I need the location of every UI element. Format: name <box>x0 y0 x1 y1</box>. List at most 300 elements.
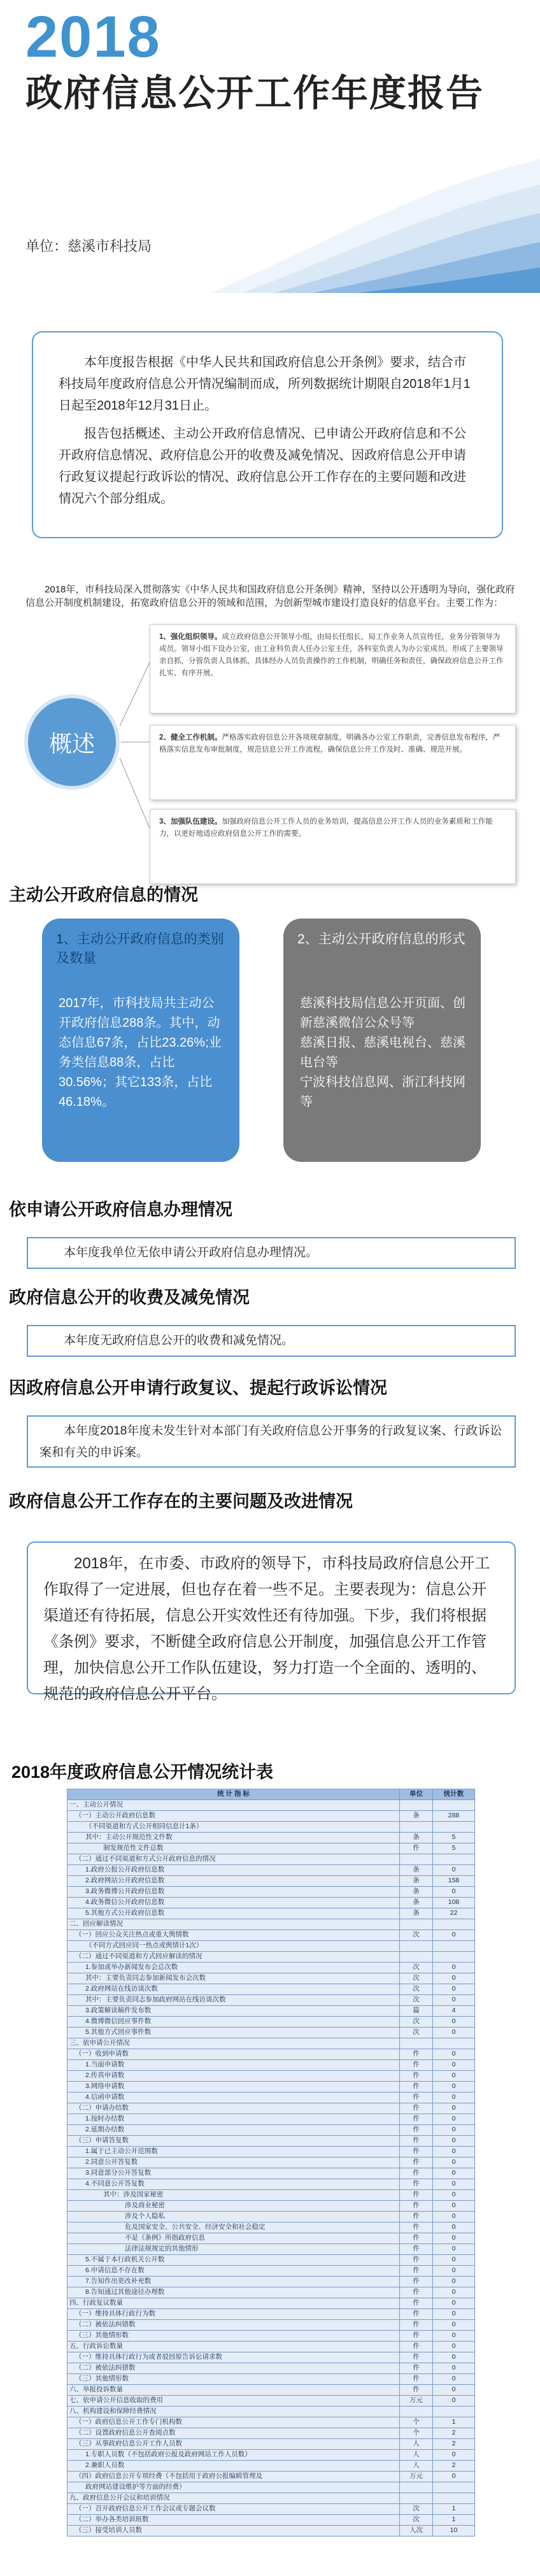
row-indicator: 8.告知通过其他途径办理数 <box>68 2287 400 2298</box>
table-row <box>68 2212 475 2222</box>
row-value: 0 <box>433 2342 475 2352</box>
overview-item-1-title: 1、强化组织领导。 <box>159 633 222 641</box>
section-review-heading: 因政府信息公开申请行政复议、提起行政诉讼情况 <box>9 1378 387 1398</box>
row-indicator: 5.不属于本行政机关公开数 <box>68 2255 400 2266</box>
fee-statement: 本年度无政府信息公开的收费和减免情况。 <box>27 1325 516 1357</box>
table-row <box>68 2298 475 2309</box>
section-apply-heading: 依申请公开政府信息办理情况 <box>9 1200 232 1219</box>
table-row <box>68 2331 475 2342</box>
row-value: 0 <box>433 2277 475 2287</box>
table-row <box>68 1941 475 1952</box>
stats-table-header <box>68 1789 475 1800</box>
row-indicator: 其中：主要负责同志参加政府网站在线访谈次数 <box>68 1995 400 2006</box>
table-row <box>68 2428 475 2439</box>
table-row <box>68 2363 475 2374</box>
row-value: 0 <box>433 2190 475 2201</box>
row-value: 0 <box>433 2179 475 2190</box>
section-problem-heading: 政府信息公开工作存在的主要问题及改进情况 <box>9 1492 353 1511</box>
table-row <box>68 2168 475 2179</box>
row-value: 0 <box>433 2103 475 2114</box>
row-unit: 件 <box>400 2244 433 2255</box>
active-card-categories-title: 1、主动公开政府信息的类别及数量 <box>56 932 224 966</box>
row-indicator: 其中：涉及国家秘密 <box>68 2190 400 2201</box>
table-row <box>68 2071 475 2082</box>
row-unit: 件 <box>400 2190 433 2201</box>
row-indicator: 危及国家安全、公共安全、经济安全和社会稳定 <box>68 2222 400 2233</box>
row-unit: 条 <box>400 1865 433 1876</box>
row-value: 0 <box>433 2093 475 2103</box>
row-indicator: 1.按时办结数 <box>68 2114 400 2125</box>
row-value: 0 <box>433 2396 475 2407</box>
overview-item-2-text: 严格落实政府信息公开各项规章制度，明确各办公室工作职责，完善信息发布程序，严格落实信息发布审批制度，规范信息公开工作流程，确保信息公开工作及时、准确、规范开展。 <box>159 734 501 754</box>
row-value: 0 <box>433 2049 475 2060</box>
row-unit: 件 <box>400 1843 433 1854</box>
row-unit: 件 <box>400 2093 433 2103</box>
table-row <box>68 2006 475 2017</box>
row-unit <box>400 1800 433 1811</box>
table-row <box>68 1865 475 1876</box>
row-indicator: 2.政府网站公开政府信息数 <box>68 1876 400 1887</box>
row-unit: 条 <box>400 1908 433 1919</box>
table-row <box>68 2157 475 2168</box>
row-unit <box>400 2038 433 2049</box>
row-unit: 次 <box>400 2504 433 2515</box>
row-indicator: （三）其他情形数 <box>68 2374 400 2385</box>
row-unit: 个 <box>400 2428 433 2439</box>
active-card-categories-text: 2017年，市科技局共主动公开政府信息288条。其中，动态信息67条，占比23.26%;业务类信息88条，占比30.56%；其它133条，占比46.18%。 <box>59 996 222 1109</box>
row-indicator: 1.属于已主动公开范围数 <box>68 2147 400 2157</box>
row-value: 1 <box>433 2504 475 2515</box>
row-value: 0 <box>433 2298 475 2309</box>
row-indicator: 5.其他方式公开政府信息数 <box>68 1908 400 1919</box>
row-unit: 件 <box>400 2385 433 2396</box>
row-indicator: 三、依申请公开情况 <box>68 2038 400 2049</box>
row-unit: 件 <box>400 2374 433 2385</box>
row-unit: 万元 <box>400 2472 433 2482</box>
row-unit: 件 <box>400 2136 433 2147</box>
row-indicator: 4.信函申请数 <box>68 2093 400 2103</box>
row-indicator: （二）申请办结数 <box>68 2103 400 2114</box>
overview-item-3 <box>150 809 516 884</box>
table-row <box>68 2136 475 2147</box>
row-value <box>433 1941 475 1952</box>
row-indicator: 2.兼职人员数 <box>68 2461 400 2472</box>
table-row <box>68 2385 475 2396</box>
row-indicator: 3.政策解读稿件发布数 <box>68 2006 400 2017</box>
row-value: 0 <box>433 2157 475 2168</box>
row-indicator: （四）政府信息公开专项经费（不包括用于政府公报编辑管理及 <box>68 2472 400 2482</box>
row-value <box>433 2482 475 2493</box>
row-value: 0 <box>433 2017 475 2028</box>
row-indicator: 制发规范性文件总数 <box>68 1843 400 1854</box>
row-value: 0 <box>433 2352 475 2363</box>
row-indicator: （一）召开政府信息公开工作会议或专题会议数 <box>68 2504 400 2515</box>
overview-item-2-title: 2、健全工作机制。 <box>159 734 222 741</box>
row-value <box>433 1952 475 1963</box>
row-value: 5 <box>433 1843 475 1854</box>
row-indicator: （一）主动公开政府信息数 <box>68 1811 400 1822</box>
row-value <box>433 1822 475 1833</box>
table-row <box>68 2493 475 2504</box>
header-count: 统计数 <box>433 1789 475 1800</box>
row-value <box>433 2038 475 2049</box>
row-indicator: （一）政府信息公开工作专门机构数 <box>68 2417 400 2428</box>
row-indicator: 1.当面申请数 <box>68 2060 400 2071</box>
overview-lead: 2018年，市科技局深入贯彻落实《中华人民共和国政府信息公开条例》精神，坚持以公开透明为导向，强化政府信息公开制度机制建设，拓宽政府信息公开的领域和范围，为创新型城市建设打造良好的信息平台。主要工作为： <box>25 584 515 608</box>
table-row <box>68 1930 475 1941</box>
active-card-forms-line-1: 慈溪科技局信息公开页面、创新慈溪微信公众号等 <box>300 996 465 1030</box>
row-indicator: 五、行政诉讼数量 <box>68 2342 400 2352</box>
row-indicator: 其中：主要负责同志参加新闻发布会次数 <box>68 1973 400 1984</box>
row-unit <box>400 2482 433 2493</box>
row-value <box>433 1854 475 1865</box>
row-unit: 件 <box>400 2103 433 2114</box>
overview-item-2 <box>150 725 516 800</box>
report-unit: 单位：慈溪市科技局 <box>25 238 152 254</box>
row-indicator: （一）维持具体行政行为数 <box>68 2309 400 2320</box>
active-card-forms <box>283 919 481 1162</box>
row-indicator: （二）举办各类培训班数 <box>68 2515 400 2526</box>
row-unit: 件 <box>400 2114 433 2125</box>
table-row <box>68 2309 475 2320</box>
table-row <box>68 2093 475 2103</box>
row-value: 0 <box>433 2222 475 2233</box>
row-indicator: （一）维持具体行政行为或者驳回原告诉讼请求数 <box>68 2352 400 2363</box>
row-unit: 件 <box>400 2352 433 2363</box>
table-row <box>68 2450 475 2461</box>
row-indicator: 九、政府信息公开会议和培训情况 <box>68 2493 400 2504</box>
row-unit <box>400 1919 433 1930</box>
row-indicator: 二、回应解读情况 <box>68 1919 400 1930</box>
overview-item-1 <box>150 624 516 713</box>
row-unit: 件 <box>400 2363 433 2374</box>
row-unit: 人次 <box>400 2526 433 2537</box>
table-row <box>68 2125 475 2136</box>
table-row <box>68 2407 475 2417</box>
row-value: 0 <box>433 2309 475 2320</box>
row-value: 0 <box>433 2114 475 2125</box>
row-value: 0 <box>433 2255 475 2266</box>
row-unit: 次 <box>400 2515 433 2526</box>
row-indicator: 涉及个人隐私 <box>68 2212 400 2222</box>
row-value <box>433 1800 475 1811</box>
row-indicator: 涉及商业秘密 <box>68 2201 400 2212</box>
row-indicator: 1.专职人员数（不包括政府公报及政府网站工作人员数） <box>68 2450 400 2461</box>
row-value: 2 <box>433 2439 475 2450</box>
table-row <box>68 2515 475 2526</box>
row-unit: 件 <box>400 2212 433 2222</box>
active-card-categories-body <box>59 994 225 1112</box>
row-value: 2 <box>433 2461 475 2472</box>
row-indicator: 2.传真申请数 <box>68 2071 400 2082</box>
row-unit: 人 <box>400 2439 433 2450</box>
report-year: 2018 <box>25 4 161 69</box>
table-row <box>68 2017 475 2028</box>
row-value: 0 <box>433 2147 475 2157</box>
table-row <box>68 1908 475 1919</box>
row-value: 0 <box>433 2136 475 2147</box>
active-card-categories <box>42 919 239 1162</box>
table-row <box>68 2114 475 2125</box>
row-unit: 件 <box>400 2255 433 2266</box>
table-row <box>68 2082 475 2093</box>
row-indicator: 不是《条例》所指政府信息 <box>68 2233 400 2244</box>
section-fee-heading: 政府信息公开的收费及减免情况 <box>9 1288 250 1307</box>
table-row <box>68 1800 475 1811</box>
problem-statement: 2018年，在市委、市政府的领导下，市科技局政府信息公开工作取得了一定进展，但也存在着一些不足。主要表现为：信息公开渠道还有待拓展，信息公开实效性还有待加强。下步，我们将根据《条例》要求，不断健全政府信息公开制度，加强信息公开工作管理，加快信息公开工作队伍建设，努力打造一个全面的、透明的、规范的政府信息公开平台。 <box>27 1542 516 1694</box>
table-row <box>68 2060 475 2071</box>
row-value: 288 <box>433 1811 475 1822</box>
table-row <box>68 2266 475 2277</box>
table-row <box>68 1898 475 1908</box>
table-row <box>68 2472 475 2482</box>
table-row <box>68 1919 475 1930</box>
row-value: 0 <box>433 1973 475 1984</box>
row-value: 0 <box>433 2060 475 2071</box>
row-unit <box>400 1952 433 1963</box>
table-row <box>68 2222 475 2233</box>
row-unit: 条 <box>400 1811 433 1822</box>
table-row <box>68 2461 475 2472</box>
row-indicator: 一、主动公开情况 <box>68 1800 400 1811</box>
table-row <box>68 2417 475 2428</box>
row-unit: 件 <box>400 2277 433 2287</box>
row-value: 1 <box>433 2417 475 2428</box>
table-row <box>68 2179 475 2190</box>
row-indicator: 4.微博微信回应事件数 <box>68 2017 400 2028</box>
row-value: 0 <box>433 2385 475 2396</box>
row-unit: 件 <box>400 2157 433 2168</box>
table-row <box>68 2028 475 2038</box>
row-value <box>433 1919 475 1930</box>
row-value: 2 <box>433 2428 475 2439</box>
row-unit: 次 <box>400 1930 433 1941</box>
row-indicator: 2.同意公开答复数 <box>68 2157 400 2168</box>
row-indicator: （不同方式回应同一热点或舆情计1次） <box>68 1941 400 1952</box>
row-unit: 条 <box>400 1876 433 1887</box>
row-value: 0 <box>433 2082 475 2093</box>
table-row <box>68 2482 475 2493</box>
row-value: 4 <box>433 2006 475 2017</box>
row-indicator: （一）收到申请数 <box>68 2049 400 2060</box>
table-row <box>68 1822 475 1833</box>
row-unit <box>400 1941 433 1952</box>
overview-item-1-text: 成立政府信息公开领导小组，由局长任组长，局工作业务人员宣传任，业务分管领导为成员。领导小组下设办公室，由工业科负责人任办公室主任，各科室负责人为办公室成员。形成了主要领导亲自抓，分管负责人具体抓，具体经办人员负责操作的工作机制，明确任务和责任，确保政府信息公开工作扎实、有序开展。 <box>159 633 504 677</box>
row-indicator: （三）申请答复数 <box>68 2136 400 2147</box>
row-unit: 次 <box>400 1995 433 2006</box>
row-indicator: 政府网站建设维护等方面的经费） <box>68 2482 400 2493</box>
row-value: 158 <box>433 1876 475 1887</box>
stats-table <box>67 1789 475 2537</box>
row-unit: 条 <box>400 1887 433 1898</box>
table-row <box>68 2277 475 2287</box>
row-unit <box>400 1854 433 1865</box>
intro-paragraph-1: 本年度报告根据《中华人民共和国政府信息公开条例》要求，结合市科技局年度政府信息公开情况编制而成，所列数据统计期限自2018年1月1日起至2018年12月31日止。 <box>59 355 471 413</box>
row-indicator: 5.其他方式回应事件数 <box>68 2028 400 2038</box>
row-unit: 件 <box>400 2320 433 2331</box>
active-card-forms-line-3: 宁波科技信息网、浙江科技网等 <box>300 1075 465 1109</box>
row-unit: 件 <box>400 2071 433 2082</box>
row-value: 0 <box>433 1995 475 2006</box>
row-indicator: （三）从事政府信息公开工作人员数 <box>68 2439 400 2450</box>
header-indicator: 统 计 指 标 <box>68 1789 400 1800</box>
row-unit: 件 <box>400 2331 433 2342</box>
row-unit: 篇 <box>400 2006 433 2017</box>
row-unit <box>400 1822 433 1833</box>
table-row <box>68 2049 475 2060</box>
row-unit: 次 <box>400 1963 433 1973</box>
table-row <box>68 2255 475 2266</box>
row-unit: 件 <box>400 2298 433 2309</box>
row-value: 0 <box>433 2201 475 2212</box>
row-value: 0 <box>433 2374 475 2385</box>
row-indicator: 7.告知作出更改补充数 <box>68 2277 400 2287</box>
row-unit: 件 <box>400 2125 433 2136</box>
row-unit: 次 <box>400 2017 433 2028</box>
row-value: 108 <box>433 1898 475 1908</box>
table-row <box>68 2103 475 2114</box>
row-indicator: 1.政府公报公开政府信息数 <box>68 1865 400 1876</box>
row-value: 0 <box>433 1984 475 1995</box>
header-unit: 单位 <box>400 1789 433 1800</box>
row-indicator: 2.政府网站在线访谈次数 <box>68 1984 400 1995</box>
row-indicator: （三）其他情形数 <box>68 2331 400 2342</box>
review-statement: 本年度2018年度未发生针对本部门有关政府信息公开事务的行政复议案、行政诉讼案和有关的申诉案。 <box>27 1415 516 1468</box>
row-unit: 件 <box>400 2049 433 2060</box>
row-unit: 件 <box>400 2222 433 2233</box>
row-indicator: 1.参加或举办新闻发布会总次数 <box>68 1963 400 1973</box>
table-row <box>68 1963 475 1973</box>
table-row <box>68 1811 475 1822</box>
row-unit: 件 <box>400 2179 433 2190</box>
row-value: 0 <box>433 2244 475 2255</box>
row-value <box>433 2493 475 2504</box>
table-row <box>68 2504 475 2515</box>
overview-item-3-text: 加强政府信息公开工作人员的业务培训，提高信息公开工作人员的业务素质和工作能力，以更好地适应政府信息公开工作的需要。 <box>159 818 493 838</box>
table-row <box>68 2244 475 2255</box>
table-row <box>68 2190 475 2201</box>
row-unit: 个 <box>400 2417 433 2428</box>
row-indicator: 八、机构建设和保障经费情况 <box>68 2407 400 2417</box>
table-row <box>68 2352 475 2363</box>
row-unit: 件 <box>400 2082 433 2093</box>
row-unit: 件 <box>400 2060 433 2071</box>
table-row <box>68 2201 475 2212</box>
row-unit: 人 <box>400 2461 433 2472</box>
row-unit: 件 <box>400 2201 433 2212</box>
table-row <box>68 1887 475 1898</box>
row-unit: 次 <box>400 1984 433 1995</box>
row-indicator: 3.政务微博公开政府信息数 <box>68 1887 400 1898</box>
row-unit <box>400 2493 433 2504</box>
row-value: 10 <box>433 2526 475 2537</box>
row-unit: 条 <box>400 1833 433 1843</box>
row-unit: 件 <box>400 2266 433 2277</box>
row-indicator: 六、举报投诉数量 <box>68 2385 400 2396</box>
row-unit: 件 <box>400 2342 433 2352</box>
row-indicator: 3.网络申请数 <box>68 2082 400 2093</box>
apply-statement: 本年度我单位无依申请公开政府信息办理情况。 <box>27 1237 516 1269</box>
row-indicator: 4.不同意公开答复数 <box>68 2179 400 2190</box>
row-value <box>433 2407 475 2417</box>
row-indicator: 6.申请信息不存在数 <box>68 2266 400 2277</box>
row-indicator: （二）设置政府信息公开查阅点数 <box>68 2428 400 2439</box>
row-unit: 件 <box>400 2309 433 2320</box>
row-value: 22 <box>433 1908 475 1919</box>
table-row <box>68 1984 475 1995</box>
report-title: 政府信息公开工作年度报告 <box>25 73 485 114</box>
table-row <box>68 1995 475 2006</box>
table-row <box>68 2342 475 2352</box>
row-value: 0 <box>433 2168 475 2179</box>
row-unit: 件 <box>400 2233 433 2244</box>
row-value: 0 <box>433 2472 475 2482</box>
row-value: 0 <box>433 2287 475 2298</box>
row-value: 0 <box>433 2266 475 2277</box>
table-row <box>68 2147 475 2157</box>
row-unit: 条 <box>400 1898 433 1908</box>
table-row <box>68 1973 475 1984</box>
row-value: 0 <box>433 1963 475 1973</box>
row-indicator: 3.同意部分公开答复数 <box>68 2168 400 2179</box>
stats-table-title: 2018年度政府信息公开情况统计表 <box>11 1763 274 1782</box>
row-value: 0 <box>433 2233 475 2244</box>
table-row <box>68 2396 475 2407</box>
row-unit: 件 <box>400 2287 433 2298</box>
row-value: 0 <box>433 2320 475 2331</box>
row-value: 0 <box>433 2450 475 2461</box>
row-indicator: 4.政务微信公开政府信息数 <box>68 1898 400 1908</box>
row-value: 0 <box>433 2331 475 2342</box>
row-indicator: 七、依申请公开信息收取的费用 <box>68 2396 400 2407</box>
table-row <box>68 1876 475 1887</box>
active-card-forms-line-2: 慈溪日报、慈溪电视台、慈溪电台等 <box>300 1036 465 1070</box>
table-row <box>68 1952 475 1963</box>
row-value: 0 <box>433 1887 475 1898</box>
row-unit: 次 <box>400 2028 433 2038</box>
overview-item-3-title: 3、加强队伍建设。 <box>159 818 222 826</box>
row-indicator: 法律法规规定的其他情形 <box>68 2244 400 2255</box>
row-unit: 件 <box>400 2168 433 2179</box>
row-indicator: （不同渠道和方式公开相同信息计1条） <box>68 1822 400 1833</box>
table-row <box>68 2233 475 2244</box>
row-value: 0 <box>433 2125 475 2136</box>
row-indicator: （一）回应公众关注热点或重大舆情数 <box>68 1930 400 1941</box>
overview-circle: 概述 <box>24 694 120 790</box>
row-unit: 次 <box>400 1973 433 1984</box>
row-indicator: （二）通过不同渠道和方式回应解读的情况 <box>68 1952 400 1963</box>
row-indicator: 四、行政复议数量 <box>68 2298 400 2309</box>
row-indicator: （二）通过不同渠道和方式公开政府信息的情况 <box>68 1854 400 1865</box>
active-card-forms-body <box>300 994 467 1112</box>
table-row <box>68 1833 475 1843</box>
row-value: 0 <box>433 2071 475 2082</box>
table-row <box>68 2038 475 2049</box>
table-row <box>68 2374 475 2385</box>
row-unit <box>400 2407 433 2417</box>
row-value: 5 <box>433 1833 475 1843</box>
row-value: 1 <box>433 2515 475 2526</box>
row-value: 0 <box>433 1865 475 1876</box>
row-value: 0 <box>433 2212 475 2222</box>
table-row <box>68 1843 475 1854</box>
table-row <box>68 1854 475 1865</box>
row-unit: 万元 <box>400 2396 433 2407</box>
row-indicator: （三）接受培训人员数 <box>68 2526 400 2537</box>
row-indicator: 2.延期办结数 <box>68 2125 400 2136</box>
row-unit: 人 <box>400 2450 433 2461</box>
table-row <box>68 2320 475 2331</box>
